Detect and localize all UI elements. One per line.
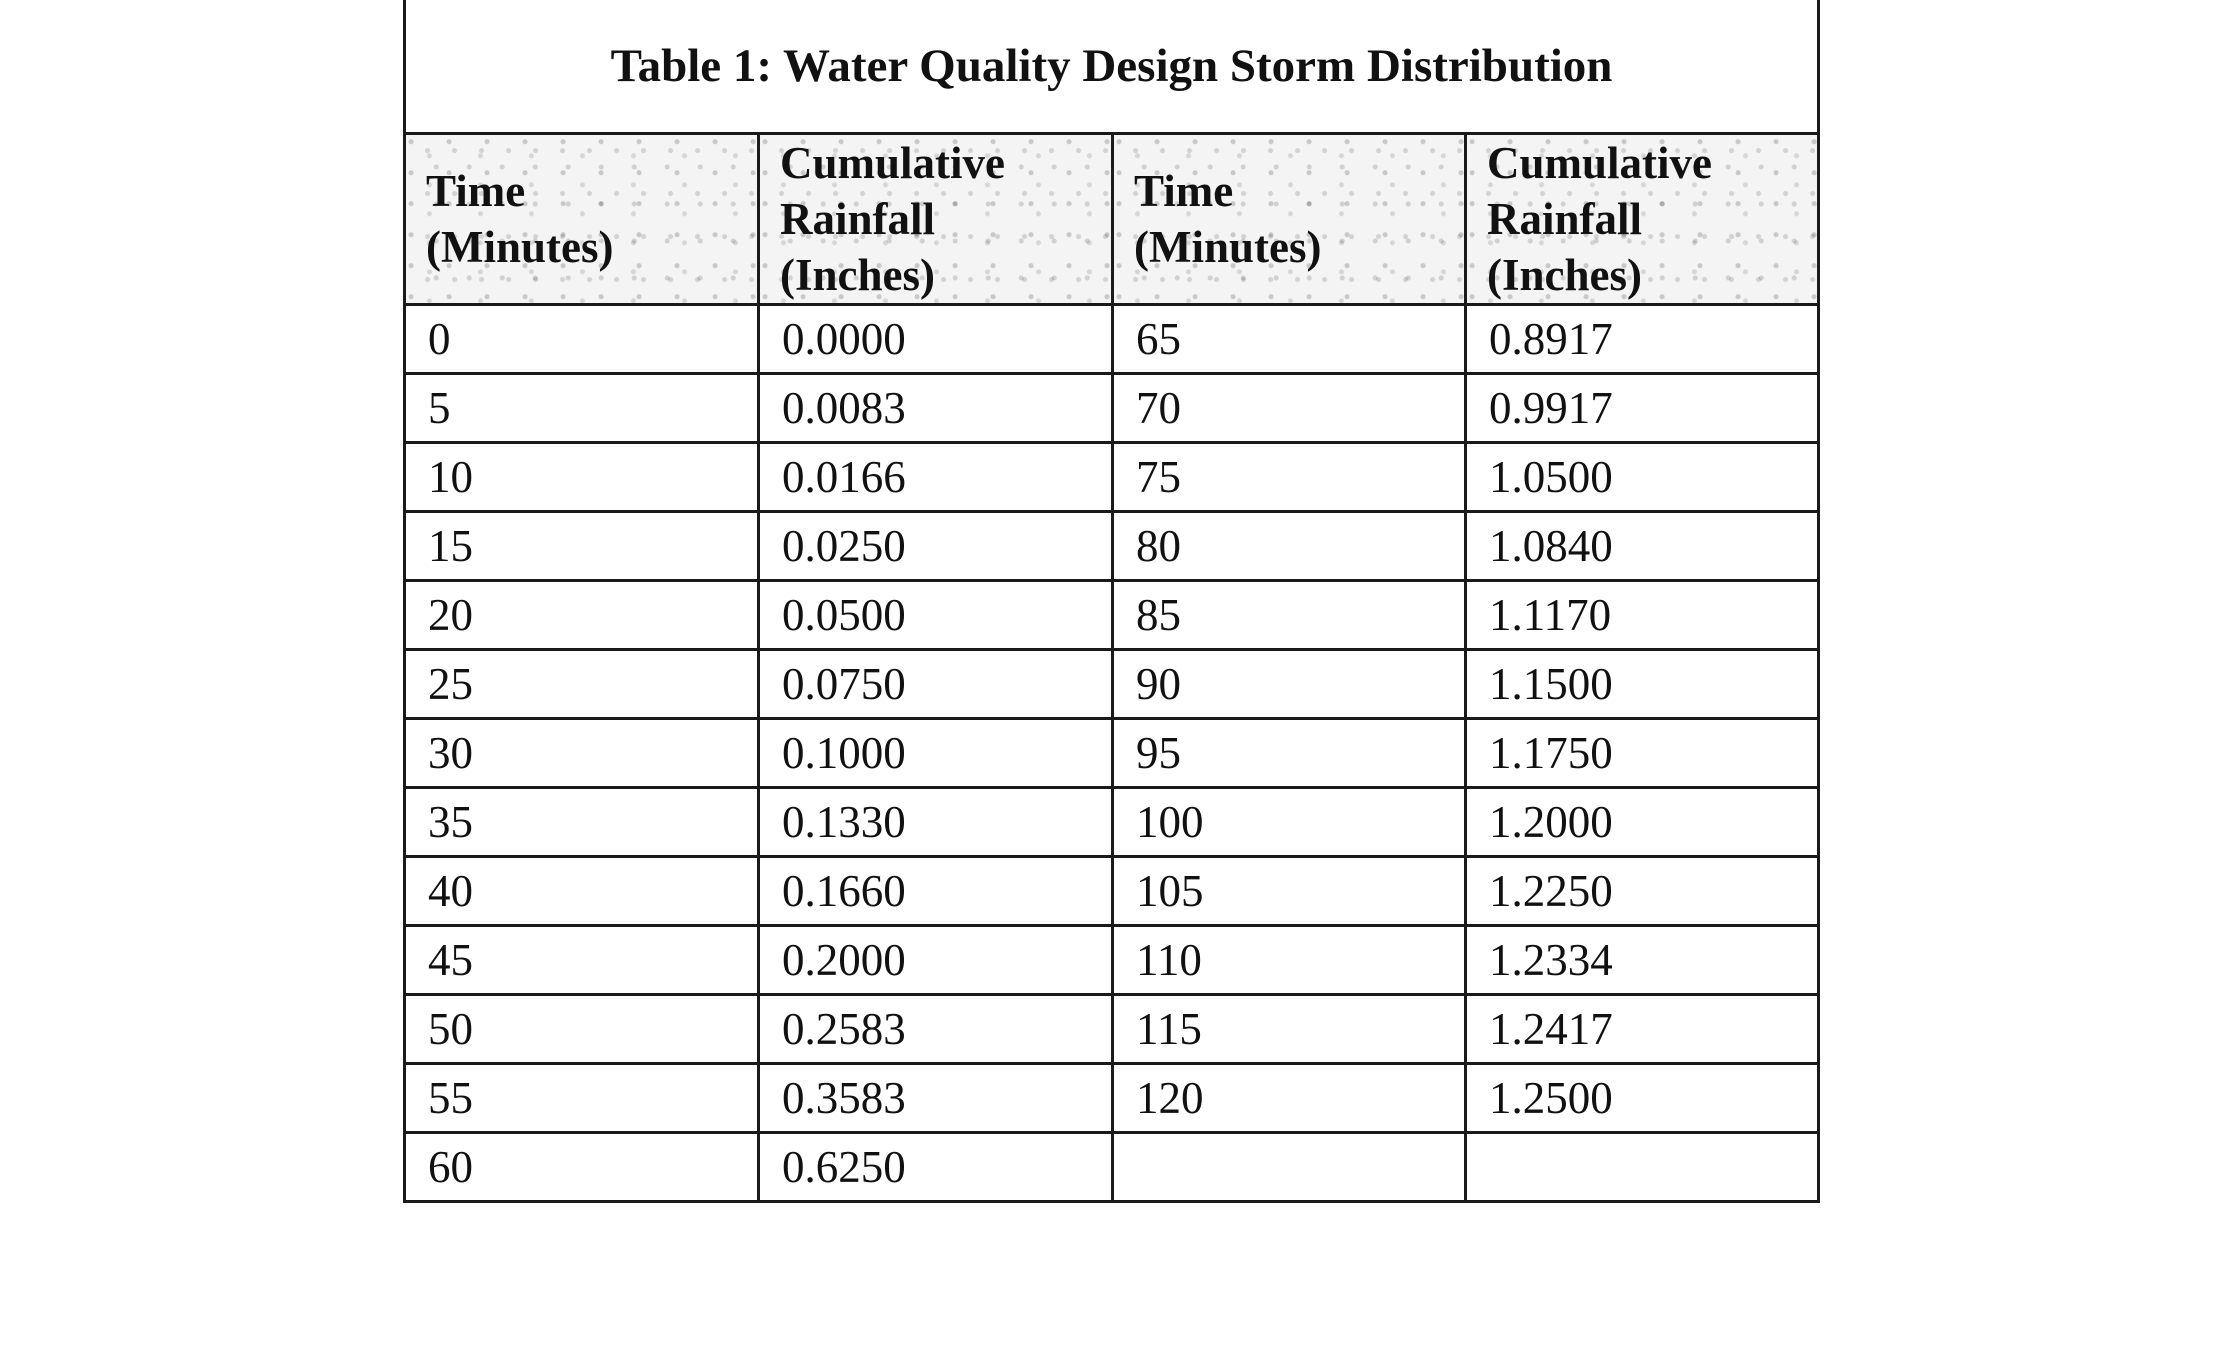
time-cell: 105	[1113, 857, 1466, 926]
time-cell: 30	[405, 719, 759, 788]
rainfall-cell: 0.0500	[759, 581, 1113, 650]
storm-distribution-table	[403, 0, 1820, 1203]
rainfall-cell: 0.2583	[759, 995, 1113, 1064]
header-text: Cumulative	[1487, 138, 1712, 188]
rainfall-cell: 0.0083	[759, 374, 1113, 443]
header-text: (Minutes)	[1134, 222, 1322, 272]
rainfall-cell: 0.1660	[759, 857, 1113, 926]
rainfall-cell: 0.3583	[759, 1064, 1113, 1133]
time-cell: 5	[405, 374, 759, 443]
time-cell: 55	[405, 1064, 759, 1133]
rainfall-cell: 1.1750	[1466, 719, 1819, 788]
header-text: Cumulative	[780, 138, 1005, 188]
header-time-1	[405, 134, 759, 305]
table-row	[405, 374, 1819, 443]
rainfall-cell: 1.1170	[1466, 581, 1819, 650]
table-row	[405, 650, 1819, 719]
header-text: Rainfall	[780, 194, 936, 244]
time-cell: 0	[405, 305, 759, 374]
header-rainfall-1	[759, 134, 1113, 305]
time-cell: 15	[405, 512, 759, 581]
header-text: (Minutes)	[426, 222, 614, 272]
time-cell: 70	[1113, 374, 1466, 443]
time-cell: 25	[405, 650, 759, 719]
table-title: Table 1: Water Quality Design Storm Distribution	[405, 0, 1819, 134]
table-row	[405, 926, 1819, 995]
rainfall-cell: 0.8917	[1466, 305, 1819, 374]
rainfall-cell: 1.2250	[1466, 857, 1819, 926]
time-cell: 75	[1113, 443, 1466, 512]
table-row	[405, 788, 1819, 857]
table-row	[405, 995, 1819, 1064]
time-cell: 50	[405, 995, 759, 1064]
rainfall-cell: 0.0166	[759, 443, 1113, 512]
header-text: Time	[426, 166, 526, 216]
table-row	[405, 857, 1819, 926]
time-cell: 90	[1113, 650, 1466, 719]
rainfall-cell: 0.1000	[759, 719, 1113, 788]
time-cell	[1113, 1133, 1466, 1202]
rainfall-cell: 0.9917	[1466, 374, 1819, 443]
rainfall-cell: 0.2000	[759, 926, 1113, 995]
rainfall-cell: 0.0750	[759, 650, 1113, 719]
table-row	[405, 1064, 1819, 1133]
header-rainfall-2	[1466, 134, 1819, 305]
rainfall-cell: 1.2334	[1466, 926, 1819, 995]
header-text: Time	[1134, 166, 1234, 216]
time-cell: 35	[405, 788, 759, 857]
table-row	[405, 512, 1819, 581]
header-row	[405, 134, 1819, 305]
table-row	[405, 719, 1819, 788]
rainfall-cell: 1.2500	[1466, 1064, 1819, 1133]
rainfall-cell: 0.0000	[759, 305, 1113, 374]
time-cell: 95	[1113, 719, 1466, 788]
title-row	[405, 0, 1819, 134]
header-text: Rainfall	[1487, 194, 1643, 244]
rainfall-cell: 1.1500	[1466, 650, 1819, 719]
time-cell: 65	[1113, 305, 1466, 374]
time-cell: 20	[405, 581, 759, 650]
rainfall-cell: 0.1330	[759, 788, 1113, 857]
rainfall-cell: 1.2417	[1466, 995, 1819, 1064]
time-cell: 110	[1113, 926, 1466, 995]
time-cell: 45	[405, 926, 759, 995]
rainfall-cell: 1.0840	[1466, 512, 1819, 581]
rainfall-cell: 1.2000	[1466, 788, 1819, 857]
time-cell: 10	[405, 443, 759, 512]
header-time-2	[1113, 134, 1466, 305]
rainfall-cell	[1466, 1133, 1819, 1202]
time-cell: 120	[1113, 1064, 1466, 1133]
time-cell: 85	[1113, 581, 1466, 650]
rainfall-cell: 0.0250	[759, 512, 1113, 581]
rainfall-cell: 0.6250	[759, 1133, 1113, 1202]
header-text: (Inches)	[780, 250, 935, 300]
table-row	[405, 443, 1819, 512]
time-cell: 60	[405, 1133, 759, 1202]
time-cell: 100	[1113, 788, 1466, 857]
time-cell: 115	[1113, 995, 1466, 1064]
table-row	[405, 305, 1819, 374]
header-text: (Inches)	[1487, 250, 1642, 300]
table-row	[405, 581, 1819, 650]
time-cell: 80	[1113, 512, 1466, 581]
table-row	[405, 1133, 1819, 1202]
rainfall-cell: 1.0500	[1466, 443, 1819, 512]
table-body	[405, 305, 1819, 1202]
time-cell: 40	[405, 857, 759, 926]
